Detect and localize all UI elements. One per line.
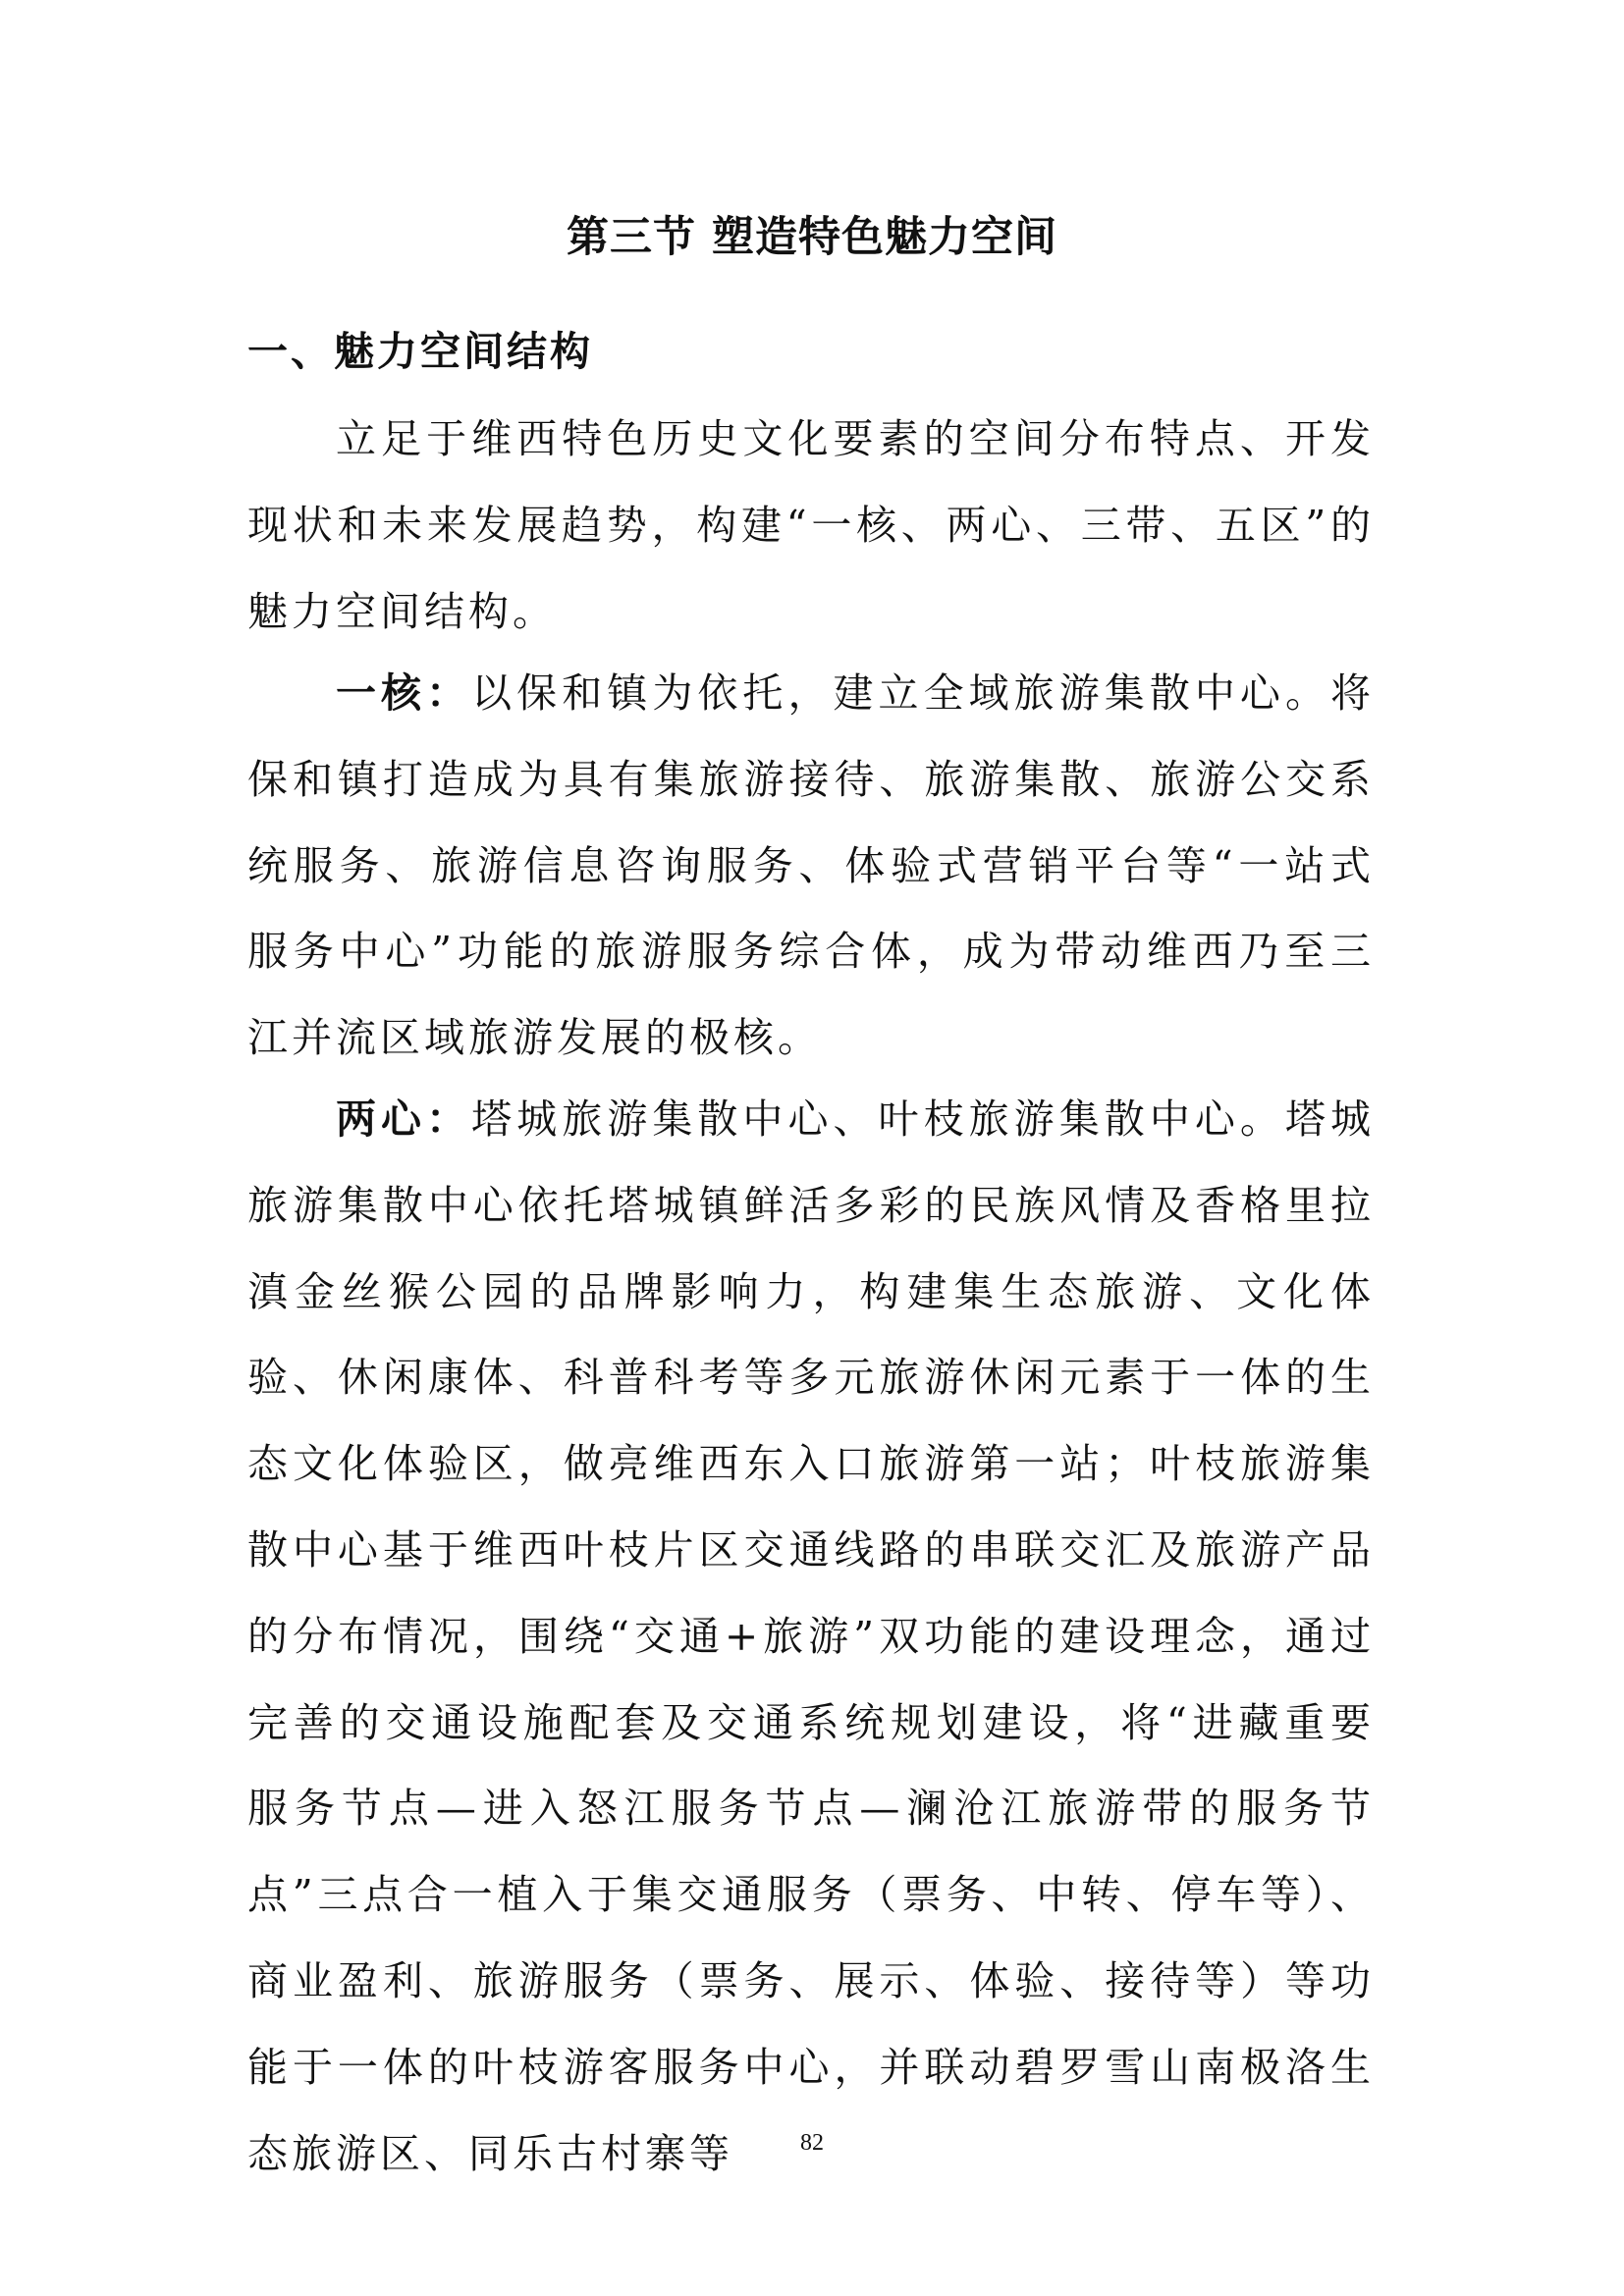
- core-paragraph: [247, 651, 1375, 1082]
- core-text: 以保和镇为依托，建立全域旅游集散中心。将保和镇打造成为具有集旅游接待、旅游集散、旅游公交系统服务、旅游信息咨询服务、体验式营销平台等“一站式服务中心”功能的旅游服务综合体，成为带动维西乃至三江并流区域旅游发展的极核。: [247, 669, 1376, 1062]
- centers-text: 塔城旅游集散中心、叶枝旅游集散中心。塔城旅游集散中心依托塔城镇鲜活多彩的民族风情及香格里拉滇金丝猴公园的品牌影响力，构建集生态旅游、文化体验、休闲康体、科普科考等多元旅游休闲元素于一体的生态文化体验区，做亮维西东入口旅游第一站；叶枝旅游集散中心基于维西叶枝片区交通线路的串联交汇及旅游产品的分布情况，围绕“交通+旅游”双功能的建设理念，通过完善的交通设施配套及交通系统规划建设，将“进藏重要服务节点—进入怒江服务节点—澜沧江旅游带的服务节点”三点合一植入于集交通服务（票务、中转、停车等）、商业盈利、旅游服务（票务、展示、体验、接待等）等功能于一体的叶枝游客服务中心，并联动碧罗雪山南极洛生态旅游区、同乐古村寨等: [247, 1095, 1376, 2177]
- section-title: 第三节 塑造特色魅力空间: [567, 213, 1057, 262]
- centers-label: 两心：: [336, 1095, 472, 1143]
- subsection-heading: 一、魅力空间结构: [247, 328, 593, 375]
- centers-paragraph: [247, 1077, 1375, 2197]
- page-number: 82: [800, 2130, 824, 2156]
- intro-paragraph: 立足于维西特色历史文化要素的空间分布特点、开发现状和未来发展趋势，构建“一核、两心、三带、五区”的魅力空间结构。: [247, 415, 1375, 635]
- core-label: 一核：: [336, 669, 472, 717]
